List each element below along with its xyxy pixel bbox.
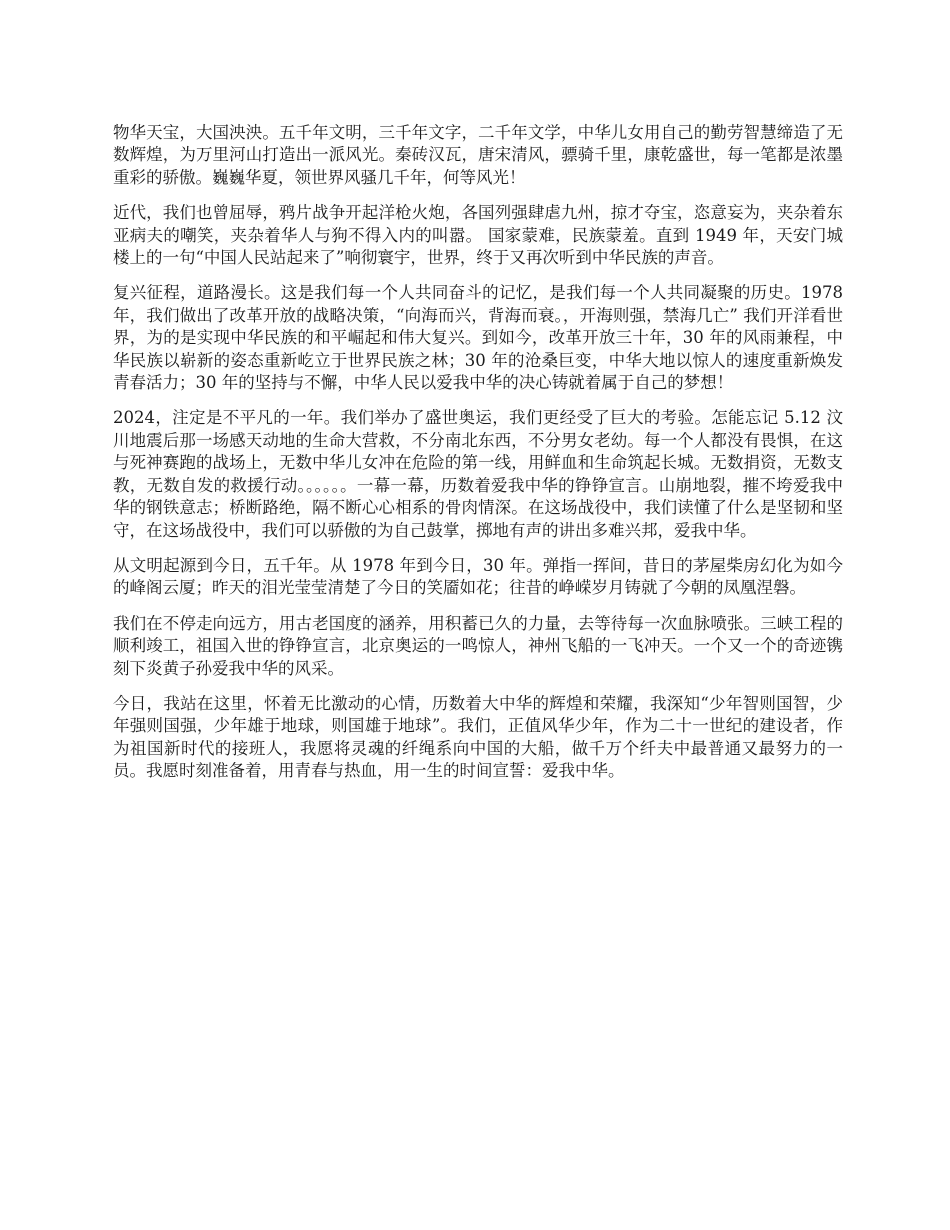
paragraph-3: 复兴征程，道路漫长。这是我们每一个人共同奋斗的记忆，是我们每一个人共同凝聚的历史。1978 年，我们做出了改革开放的战略决策，“向海而兴，背海而衰。，开海则强，禁海几亡” 我们开洋看世界，为的是实现中华民族的和平崛起和伟大复兴。到如今，改革开放三十年，30 年的风雨兼程，中华民族以崭新的姿态重新屹立于世界民族之林；30 年的沧桑巨变，中华大地以惊人的速度重新焕发青春活力；30 年的坚持与不懈，中华人民以爱我中华的决心铸就着属于自己的梦想！ [113,283,843,393]
paragraph-6: 我们在不停走向远方，用古老国度的涵养，用积蓄已久的力量，去等待每一次血脉喷张。三峡工程的顺利竣工，祖国入世的铮铮宣言，北京奥运的一鸣惊人，神州飞船的一飞冲天。一个又一个的奇迹镌刻下炎黄子孙爱我中华的风采。 [113,613,843,678]
paragraph-1: 物华天宝，大国泱泱。五千年文明，三千年文字，二千年文学，中华儿女用自己的勤劳智慧缔造了无数辉煌，为万里河山打造出一派风光。秦砖汉瓦，唐宋清风，骠骑千里，康乾盛世，每一笔都是浓墨重彩的骄傲。巍巍华夏，领世界风骚几千年，何等风光！ [113,123,843,187]
paragraph-4: 2024，注定是不平凡的一年。我们举办了盛世奥运，我们更经受了巨大的考验。怎能忘记 5.12 汶川地震后那一场感天动地的生命大营救，不分南北东西，不分男女老幼。每一个人都没有畏惧，在这与死神赛跑的战场上，无数中华儿女冲在危险的第一线，用鲜血和生命筑起长城。无数捐资，无数支教，无数自发的救援行动。。。。。。一幕一幕，历数着爱我中华的铮铮宣言。山崩地裂，摧不垮爱我中华的钢铁意志；桥断路绝，隔不断心心相系的骨肉情深。在这场战役中，我们读懂了什么是坚韧和坚守，在这场战役中，我们可以骄傲的为自己鼓掌，掷地有声的讲出多难兴邦，爱我中华。 [113,408,843,540]
paragraph-5: 从文明起源到今日，五千年。从 1978 年到今日，30 年。弹指一挥间，昔日的茅屋柴房幻化为如今的峰阁云厦；昨天的泪光莹莹清楚了今日的笑靥如花；往昔的峥嵘岁月铸就了今朝的凤凰涅磐。 [113,555,843,598]
paragraph-2: 近代，我们也曾屈辱，鸦片战争开起洋枪火炮，各国列强肆虐九州，掠才夺宝，恣意妄为，夹杂着东亚病夫的嘲笑，夹杂着华人与狗不得入内的叫嚣。 国家蒙难，民族蒙羞。直到 1949 年，天安门城楼上的一句“中国人民站起来了”响彻寰宇，世界，终于又再次听到中华民族的声音。 [113,203,843,268]
document-body [113,122,843,796]
paragraph-7: 今日，我站在这里，怀着无比激动的心情，历数着大中华的辉煌和荣耀，我深知“少年智则国智，少年强则国强，少年雄于地球，则国雄于地球”。我们，正值风华少年，作为二十一世纪的建设者，作为祖国新时代的接班人，我愿将灵魂的纤绳系向中国的大船，做千万个纤夫中最普通又最努力的一员。我愿时刻准备着，用青春与热血，用一生的时间宣誓：爱我中华。 [113,693,843,781]
